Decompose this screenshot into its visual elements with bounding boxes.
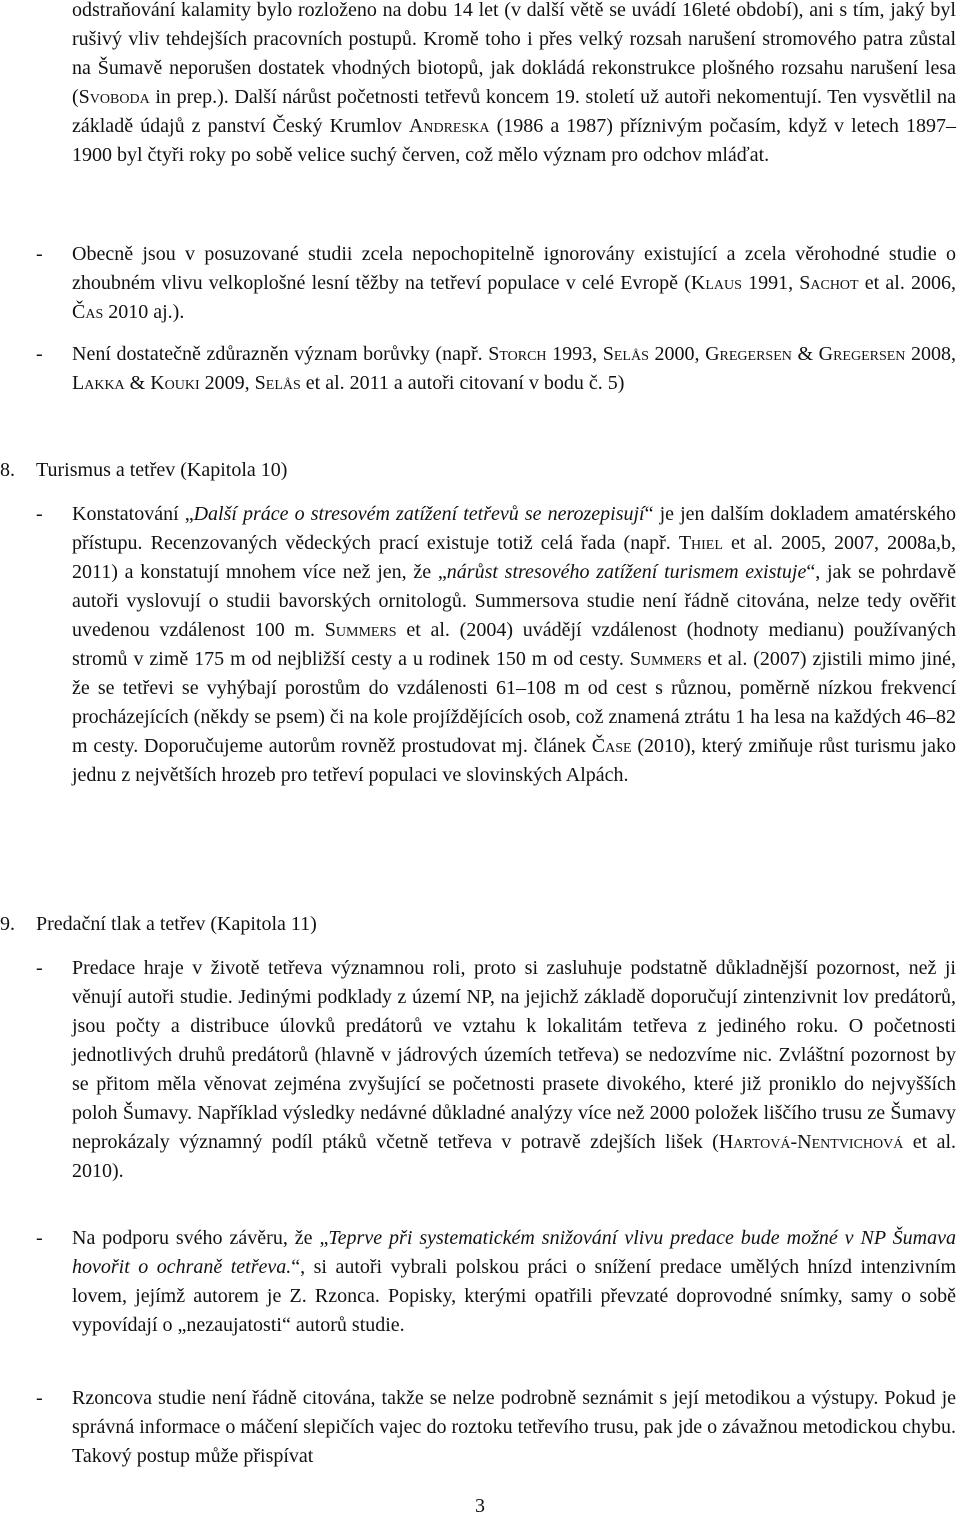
bullet-dash: - [36, 503, 43, 525]
section-title: Predační tlak a tetřev (Kapitola 11) [36, 913, 317, 935]
bullet-turismus [36, 500, 956, 790]
bullet-dash: - [36, 1387, 43, 1409]
bullet-dash: - [36, 957, 43, 979]
section-9-heading [0, 910, 960, 939]
bullet-predace [36, 954, 956, 1186]
bullet-obecne [36, 240, 956, 327]
intro-paragraph [72, 0, 956, 170]
section-title: Turismus a tetřev (Kapitola 10) [36, 459, 288, 481]
bullet-rzonca [36, 1384, 956, 1471]
bullet-text: Predace hraje v životě tetřeva významnou roli, proto si zasluhuje podstatně důkladnější pozornost, než ji věnují autoři studie. Jedinými podklady z území NP, na jejichž základě doporučují zintenzivnit lov predátorů, jsou počty a distribuce úlovků predátorů ve vztahu k lokalitám tetřeva z jediného roku. O početnosti jednotlivých druhů predátorů (hlavně v jádrových územích tetřeva) se nedozvíme nic. Zvláštní pozornost by se přitom měla věnovat zejména zvyšující se početnosti prasete divokého, které již proniklo do nejvyšších poloh Šumavy. Například výsledky nedávné důkladné analýzy více než 2000 položek liščího trusu ze Šumavy neprokázaly významný podíl ptáků včetně tetřeva v potravě zdejších lišek (Hartová-Nentvichová et al. 2010). [72, 957, 956, 1182]
bullet-dash: - [36, 343, 43, 365]
bullet-boruvka [36, 340, 956, 398]
section-number: 9. [0, 913, 15, 935]
section-8-heading [0, 456, 960, 485]
bullet-text: Rzoncova studie není řádně citována, takže se nelze podrobně seznámit s její metodikou a výstupy. Pokud je správná informace o máčení slepičích vajec do roztoku tetřevího trusu, pak jde o závažnou metodickou chybu. Takový postup může přispívat [72, 1387, 956, 1467]
citation-svoboda: Svoboda [78, 86, 150, 108]
bullet-text: Není dostatečně zdůrazněn význam borůvky (např. Storch 1993, Selås 2000, Gregersen & Gregersen 2008, Lakka & Kouki 2009, Selås et al. 2011 a autoři citovaní v bodu č. 5) [72, 343, 957, 394]
intro-text: odstraňování kalamity bylo rozloženo na dobu 14 let (v další větě se uvádí 16leté období), ani s tím, jaký byl rušivý vliv tehdejších pracovních postupů. Kromě toho i přes velký rozsah narušení stromového patra zůstal na Šumavě neporušen dostatek vhodných biotopů, jak dokládá rekonstrukce plošného rozsahu narušení lesa (Svoboda in prep.). Další nárůst početnosti tetřevů koncem 19. století už autoři nekomentují. Ten vysvětlil na základě údajů z panství Český Krumlov Andreska (1986 a 1987) příznivým počasím, když v letech 1897–1900 byl čtyři roky po sobě velice suchý červen, což mělo význam pro odchov mláďat. [72, 0, 956, 166]
bullet-text: Konstatování „Další práce o stresovém zatížení tetřevů se nerozepisují“ je jen dalším dokladem amatérského přístupu. Recenzovaných vědeckých prací existuje totiž celá řada (např. Thiel et al. 2005, 2007, 2008a,b, 2011) a konstatují mnohem více než jen, že „nárůst stresového zatížení turismem existuje“, jak se pohrdavě autoři vyslovují o studii bavorských ornitologů. Summersova studie není řádně citována, nelze tedy ověřit uvedenou vzdálenost 100 m. Summers et al. (2004) uvádějí vzdálenost (hodnoty medianu) používaných stromů v zimě 175 m od nejbližší cesty a u rodinek 150 m od cesty. Summers et al. (2007) zjistili mimo jiné, že se tetřevi se vyhýbají porostům do vzdálenosti 61–108 m od cest s různou, poměrně nízkou frekvencí procházejících (někdy se psem) či na kole projíždějících osob, což znamená ztrátu 1 ha lesa na každých 46–82 m cesty. Doporučujeme autorům rovněž prostudovat mj. článek Čase (2010), který zmiňuje růst turismu jako jednu z největších hrozeb pro tetřeví populaci ve slovinských Alpách. [72, 503, 956, 786]
bullet-dash: - [36, 243, 43, 265]
bullet-text: Na podporu svého závěru, že „Teprve při systematickém snižování vlivu predace bude možné v NP Šumava hovořit o ochraně tetřeva.“, si autoři vybrali polskou práci o snížení predace umělých hnízd intenzivním lovem, jejímž autorem je Z. Rzonca. Popisky, kterými opatřili převzaté doprovodné snímky, samy o sobě vypovídají o „nezaujatosti“ autorů studie. [72, 1227, 957, 1336]
section-number: 8. [0, 459, 15, 481]
citation-andreska: Andreska [408, 115, 490, 137]
bullet-dash: - [36, 1227, 43, 1249]
page-number: 3 [475, 1495, 485, 1517]
bullet-podpora-zaveru [36, 1224, 956, 1340]
bullet-text: Obecně jsou v posuzované studii zcela nepochopitelně ignorovány existující a zcela věrohodné studie o zhoubném vlivu velkoplošné lesní těžby na tetřeví populace v celé Evropě (Klaus 1991, Sachot et al. 2006, Čas 2010 aj.). [72, 243, 956, 323]
